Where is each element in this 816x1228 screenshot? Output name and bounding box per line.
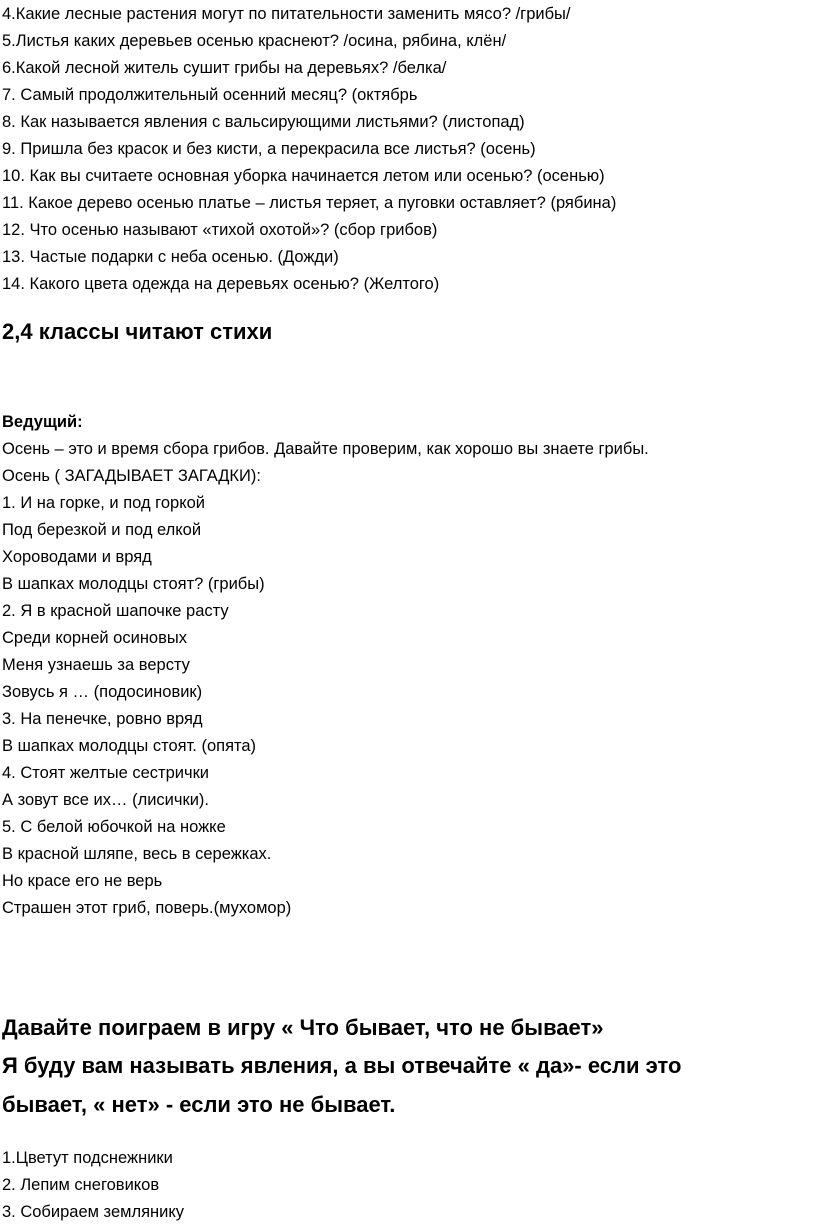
quiz-line-4: 4.Какие лесные растения могут по питательности заменить мясо? /грибы/: [2, 5, 571, 23]
riddle-line: В красной шляпе, весь в сережках.: [2, 845, 272, 863]
riddle-line: 5. С белой юбочкой на ножке: [2, 818, 226, 836]
riddle-line: Хороводами и вряд: [2, 548, 152, 566]
riddle-line: Среди корней осиновых: [2, 629, 187, 647]
riddle-line: Меня узнаешь за версту: [2, 656, 190, 674]
quiz-line-10: 10. Как вы считаете основная уборка начинается летом или осенью? (осенью): [2, 167, 605, 185]
riddle-line: 4. Стоят желтые сестрички: [2, 764, 210, 782]
game-item: 1.Цветут подснежники: [2, 1149, 173, 1167]
quiz-line-8: 8. Как называется явления с вальсирующими листьями? (листопад): [2, 113, 525, 131]
quiz-line-12: 12. Что осенью называют «тихой охотой»? (сбор грибов): [2, 221, 438, 239]
game-heading-line-2: Я буду вам называть явления, а вы отвечайте « да»- если это: [2, 1053, 682, 1078]
riddle-line: Но красе его не верь: [2, 872, 163, 890]
game-item: 3. Собираем землянику: [2, 1203, 185, 1221]
riddle-line: В шапках молодцы стоят. (опята): [2, 737, 257, 755]
riddle-line: Страшен этот гриб, поверь.(мухомор): [2, 899, 292, 917]
section-heading: 2,4 классы читают стихи: [2, 319, 273, 344]
riddle-line: 2. Я в красной шапочке расту: [2, 602, 229, 620]
quiz-line-14: 14. Какого цвета одежда на деревьях осенью? (Желтого): [2, 275, 440, 293]
riddle-line: Зовусь я … (подосиновик): [2, 683, 203, 701]
quiz-line-7: 7. Самый продолжительный осенний месяц? (октябрь: [2, 86, 418, 104]
riddle-prompt: Осень ( ЗАГАДЫВАЕТ ЗАГАДКИ):: [2, 467, 261, 485]
host-label: Ведущий:: [2, 413, 83, 431]
quiz-line-6: 6.Какой лесной житель сушит грибы на деревьях? /белка/: [2, 59, 447, 77]
riddle-intro: Осень – это и время сбора грибов. Давайте проверим, как хорошо вы знаете грибы.: [2, 440, 649, 458]
riddle-line: 1. И на горке, и под горкой: [2, 494, 205, 512]
riddle-line: А зовут все их… (лисички).: [2, 791, 209, 809]
game-heading-line-3: бывает, « нет» - если это не бывает.: [2, 1092, 396, 1117]
quiz-line-9: 9. Пришла без красок и без кисти, а перекрасила все листья? (осень): [2, 140, 536, 158]
riddle-line: В шапках молодцы стоят? (грибы): [2, 575, 265, 593]
quiz-line-11: 11. Какое дерево осенью платье – листья теряет, а пуговки оставляет? (рябина): [2, 194, 617, 212]
riddle-line: 3. На пенечке, ровно вряд: [2, 710, 203, 728]
game-item: 2. Лепим снеговиков: [2, 1176, 160, 1194]
game-heading-line-1: Давайте поиграем в игру « Что бывает, что не бывает»: [2, 1015, 604, 1040]
quiz-line-13: 13. Частые подарки с неба осенью. (Дожди): [2, 248, 339, 266]
quiz-line-5: 5.Листья каких деревьев осенью краснеют? /осина, рябина, клён/: [2, 32, 507, 50]
riddle-line: Под березкой и под елкой: [2, 521, 202, 539]
